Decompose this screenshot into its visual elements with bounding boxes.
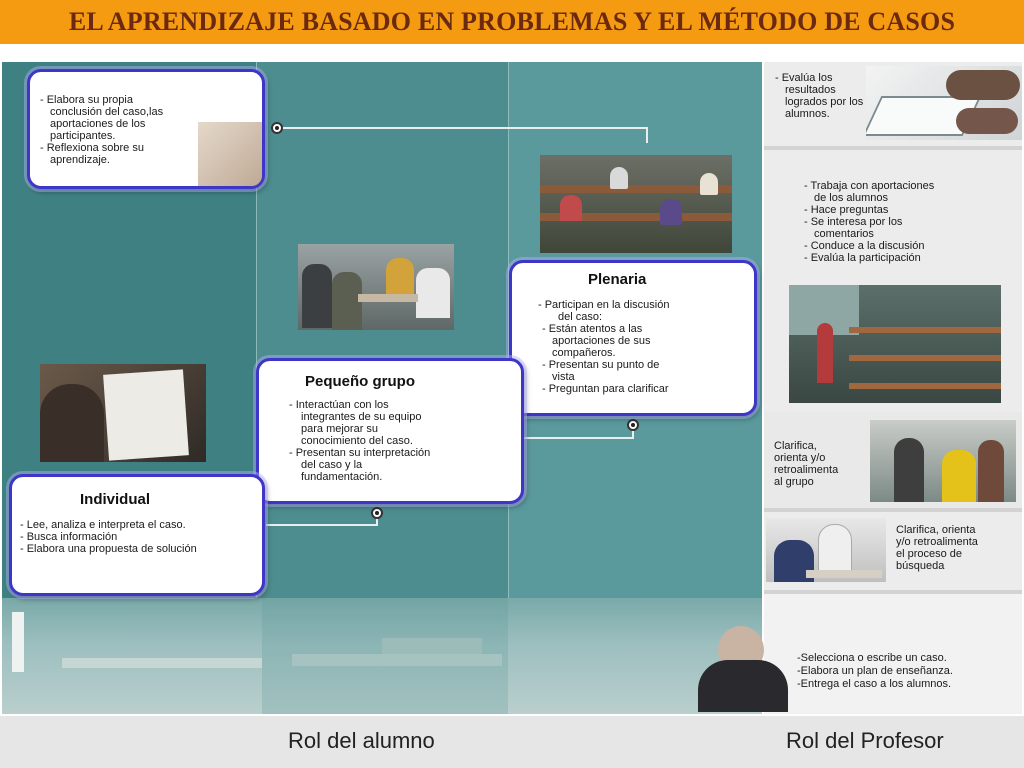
student-figure	[560, 195, 582, 221]
student-reading-photo	[40, 364, 206, 462]
rol-alumno-label: Rol del alumno	[288, 728, 435, 753]
card-line: del caso:	[558, 311, 603, 323]
card-line: compañeros.	[552, 347, 616, 359]
group-feedback-photo	[870, 420, 1016, 502]
card-line: - Participan en la discusión	[538, 299, 670, 311]
clarifica-grupo-line: orienta y/o	[774, 452, 826, 464]
selecciona-line: -Selecciona o escribe un caso.	[797, 652, 947, 664]
student-figure	[416, 268, 450, 318]
document-shape	[103, 369, 189, 460]
clarifica-busqueda-line: el proceso de	[896, 548, 963, 560]
evalua-line: - Evalúa los	[775, 72, 833, 84]
card-line: - Lee, analiza e interpreta el caso.	[20, 519, 186, 531]
connector-line	[266, 524, 378, 526]
card-line: participantes.	[50, 130, 116, 142]
card-line: integrantes de su equipo	[301, 411, 422, 423]
connector-node	[627, 419, 639, 431]
writing-hand-photo	[198, 122, 262, 186]
card-line: - Elabora su propia	[40, 94, 133, 106]
card-line: para mejorar su	[301, 423, 379, 435]
tablet-hands-photo	[866, 66, 1022, 140]
title-bar	[0, 0, 1024, 44]
desk-shape	[849, 355, 1001, 361]
student-figure	[610, 167, 628, 189]
trabaja-line: de los alumnos	[814, 192, 888, 204]
clarifica-grupo-line: Clarifica,	[774, 440, 817, 452]
student-figure	[700, 173, 718, 195]
card-line: vista	[552, 371, 575, 383]
student-figure	[302, 264, 332, 328]
trabaja-line: - Trabaja con aportaciones	[804, 180, 935, 192]
card-line: - Interactúan con los	[289, 399, 389, 411]
trabaja-line: - Conduce a la discusión	[804, 240, 925, 252]
card-line: aportaciones de sus	[552, 335, 651, 347]
evalua-line: alumnos.	[785, 108, 830, 120]
shade-shape	[262, 598, 508, 714]
card-line: - Están atentos a las	[542, 323, 643, 335]
pequeno-grupo-heading: Pequeño grupo	[305, 373, 415, 390]
desk-shape	[358, 294, 418, 302]
reflection-card	[27, 69, 265, 189]
connector-node	[271, 122, 283, 134]
classroom-photo-strip	[2, 598, 762, 714]
lecture-hall-photo	[789, 285, 1001, 403]
hand-shape	[956, 108, 1018, 134]
card-line: del caso y la	[301, 459, 363, 471]
student-figure	[660, 199, 682, 225]
rol-profesor-label: Rol del Profesor	[786, 728, 944, 753]
teacher-figure	[817, 323, 833, 383]
student-figure	[942, 450, 976, 502]
connector-line	[524, 437, 634, 439]
clarifica-busqueda-line: y/o retroalimenta	[896, 536, 978, 548]
card-line: fundamentación.	[301, 471, 383, 483]
page-title: EL APRENDIZAJE BASADO EN PROBLEMAS Y EL MÉTODO DE CASOS	[68, 7, 956, 36]
card-line: - Busca información	[20, 531, 118, 543]
card-line: - Elabora una propuesta de solución	[20, 543, 197, 555]
connector-line	[646, 127, 648, 143]
window-shape	[12, 612, 24, 672]
plenary-classroom-photo	[540, 155, 732, 253]
pequeno-grupo-card	[256, 358, 524, 504]
evalua-line: resultados	[785, 84, 836, 96]
trabaja-line: - Evalúa la participación	[804, 252, 921, 264]
individual-heading: Individual	[80, 491, 151, 508]
card-line: conocimiento del caso.	[301, 435, 413, 447]
search-guidance-photo	[766, 518, 886, 582]
connector-line	[276, 127, 648, 129]
desk-shape	[849, 327, 1001, 333]
plenaria-card	[509, 260, 757, 416]
trabaja-line: - Se interesa por los	[804, 216, 903, 228]
card-line: conclusión del caso,las	[50, 106, 164, 118]
clarifica-grupo-line: al grupo	[774, 476, 814, 488]
trabaja-line: comentarios	[814, 228, 874, 240]
card-line: - Presentan su interpretación	[289, 447, 431, 459]
plenaria-heading: Plenaria	[588, 271, 647, 288]
card-line: aprendizaje.	[50, 154, 110, 166]
card-line: - Reflexiona sobre su	[40, 142, 144, 154]
connector-node	[371, 507, 383, 519]
selecciona-line: -Entrega el caso a los alumnos.	[797, 678, 952, 690]
student-figure	[386, 258, 414, 298]
clarifica-busqueda-line: Clarifica, orienta	[896, 524, 976, 536]
desk-shape	[62, 658, 262, 668]
small-group-photo	[298, 244, 454, 330]
student-figure	[40, 384, 104, 462]
evalua-line: logrados por los	[785, 96, 864, 108]
teacher-figure	[818, 524, 852, 574]
individual-card	[9, 474, 265, 596]
selecciona-line: -Elabora un plan de enseñanza.	[797, 665, 953, 677]
student-figure	[978, 440, 1004, 502]
card-line: - Preguntan para clarificar	[542, 383, 669, 395]
clarifica-grupo-line: retroalimenta	[774, 464, 839, 476]
clarifica-busqueda-line: búsqueda	[896, 560, 945, 572]
card-line: - Presentan su punto de	[542, 359, 660, 371]
desk-shape	[849, 383, 1001, 389]
desk-shape	[806, 570, 882, 578]
hand-shape	[946, 70, 1020, 100]
teacher-figure	[894, 438, 924, 502]
card-line: aportaciones de los	[50, 118, 146, 130]
teacher-figure	[698, 660, 788, 712]
teacher-writing-photo	[698, 626, 794, 712]
trabaja-line: - Hace preguntas	[804, 204, 889, 216]
